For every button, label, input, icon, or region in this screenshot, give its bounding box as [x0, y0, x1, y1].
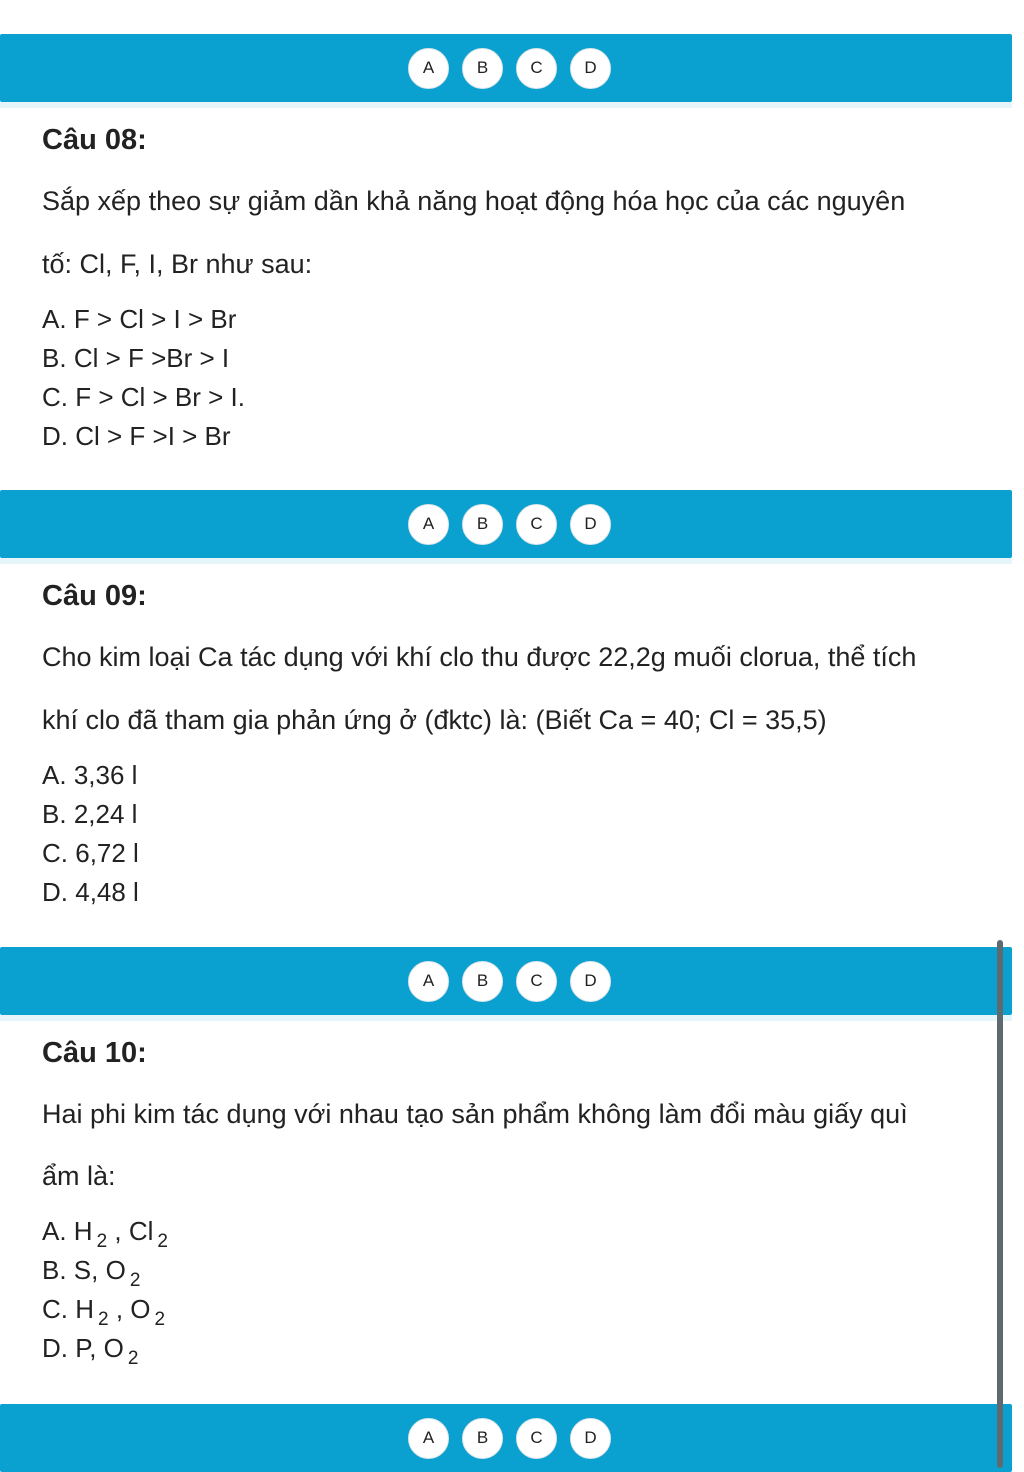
- option-label: C.: [42, 382, 68, 412]
- option-text: , O: [108, 1294, 151, 1324]
- divider: [0, 102, 1012, 108]
- subscript: 2: [154, 1309, 166, 1330]
- answer-button-d[interactable]: D: [570, 1418, 611, 1459]
- page-gutter: [1012, 0, 1024, 1468]
- option-label: A.: [42, 304, 67, 334]
- option-text: Cl > F >I > Br: [75, 421, 231, 451]
- answer-button-d[interactable]: D: [570, 504, 611, 545]
- option-label: D.: [42, 877, 68, 907]
- option-b: [42, 799, 137, 830]
- option-label: B.: [42, 799, 67, 829]
- option-label: C.: [42, 838, 68, 868]
- option-d: [42, 1333, 138, 1370]
- answer-button-c[interactable]: C: [516, 961, 557, 1002]
- answer-bar: [0, 947, 1012, 1015]
- subscript: 2: [157, 1231, 168, 1252]
- answer-button-a[interactable]: A: [408, 48, 449, 89]
- answer-button-b[interactable]: B: [462, 48, 503, 89]
- subscript: 2: [129, 1270, 141, 1291]
- option-label: B.: [42, 1255, 74, 1285]
- answer-button-b[interactable]: B: [462, 1418, 503, 1459]
- option-b: [42, 1255, 140, 1292]
- option-text: , Cl: [107, 1216, 154, 1246]
- option-label: B.: [42, 343, 67, 373]
- option-text: H: [75, 1294, 95, 1324]
- option-text: H: [73, 1216, 93, 1246]
- option-text: F > Cl > I > Br: [73, 304, 237, 334]
- option-text: 4,48 l: [75, 877, 139, 907]
- divider: [0, 1015, 1012, 1021]
- answer-button-c[interactable]: C: [516, 1418, 557, 1459]
- option-text: P, O: [75, 1333, 124, 1363]
- answer-button-b[interactable]: B: [462, 961, 503, 1002]
- answer-button-a[interactable]: A: [408, 504, 449, 545]
- option-label: D.: [42, 1333, 76, 1363]
- option-text: S, O: [73, 1255, 126, 1285]
- option-c: [42, 1294, 165, 1331]
- answer-button-d[interactable]: D: [570, 961, 611, 1002]
- subscript: 2: [96, 1231, 108, 1252]
- question-text: Hai phi kim tác dụng với nhau tạo sản phẩm không làm đổi màu giấy quì: [42, 1099, 908, 1129]
- scrollbar[interactable]: [997, 940, 1003, 1468]
- answer-bar: [0, 34, 1012, 102]
- question-title: Câu 10:: [42, 1037, 147, 1069]
- question-title: Câu 09:: [42, 580, 147, 612]
- subscript: 2: [98, 1309, 109, 1330]
- option-text: 6,72 l: [75, 838, 139, 868]
- question-text: ẩm là:: [42, 1161, 116, 1191]
- question-text: khí clo đã tham gia phản ứng ở (đktc) là: (Biết Ca = 40; Cl = 35,5): [42, 705, 827, 735]
- subscript: 2: [127, 1348, 139, 1369]
- answer-bar: [0, 490, 1012, 558]
- question-text: Sắp xếp theo sự giảm dần khả năng hoạt động hóa học của các nguyên: [42, 186, 906, 216]
- option-d: [42, 421, 231, 452]
- option-a: [42, 760, 137, 791]
- option-d: [42, 877, 139, 908]
- option-label: A.: [42, 1216, 74, 1246]
- question-text: Cho kim loại Ca tác dụng với khí clo thu được 22,2g muối clorua, thể tích: [42, 642, 917, 672]
- option-label: C.: [42, 1294, 76, 1324]
- option-b: [42, 343, 229, 374]
- answer-button-a[interactable]: A: [408, 1418, 449, 1459]
- answer-button-d[interactable]: D: [570, 48, 611, 89]
- answer-button-c[interactable]: C: [516, 504, 557, 545]
- option-text: F > Cl > Br > I.: [75, 382, 246, 412]
- answer-button-a[interactable]: A: [408, 961, 449, 1002]
- question-text: tố: Cl, F, I, Br như sau:: [42, 249, 313, 279]
- question-title: Câu 08:: [42, 124, 147, 156]
- option-label: A.: [42, 760, 67, 790]
- option-text: 3,36 l: [73, 760, 138, 790]
- answer-bar: [0, 1404, 1012, 1472]
- answer-button-c[interactable]: C: [516, 48, 557, 89]
- option-text: 2,24 l: [73, 799, 138, 829]
- divider: [0, 558, 1012, 564]
- option-a: [42, 304, 236, 335]
- option-label: D.: [42, 421, 68, 451]
- answer-button-b[interactable]: B: [462, 504, 503, 545]
- option-a: [42, 1216, 168, 1253]
- option-c: [42, 382, 245, 413]
- option-text: Cl > F >Br > I: [73, 343, 230, 373]
- option-c: [42, 838, 139, 869]
